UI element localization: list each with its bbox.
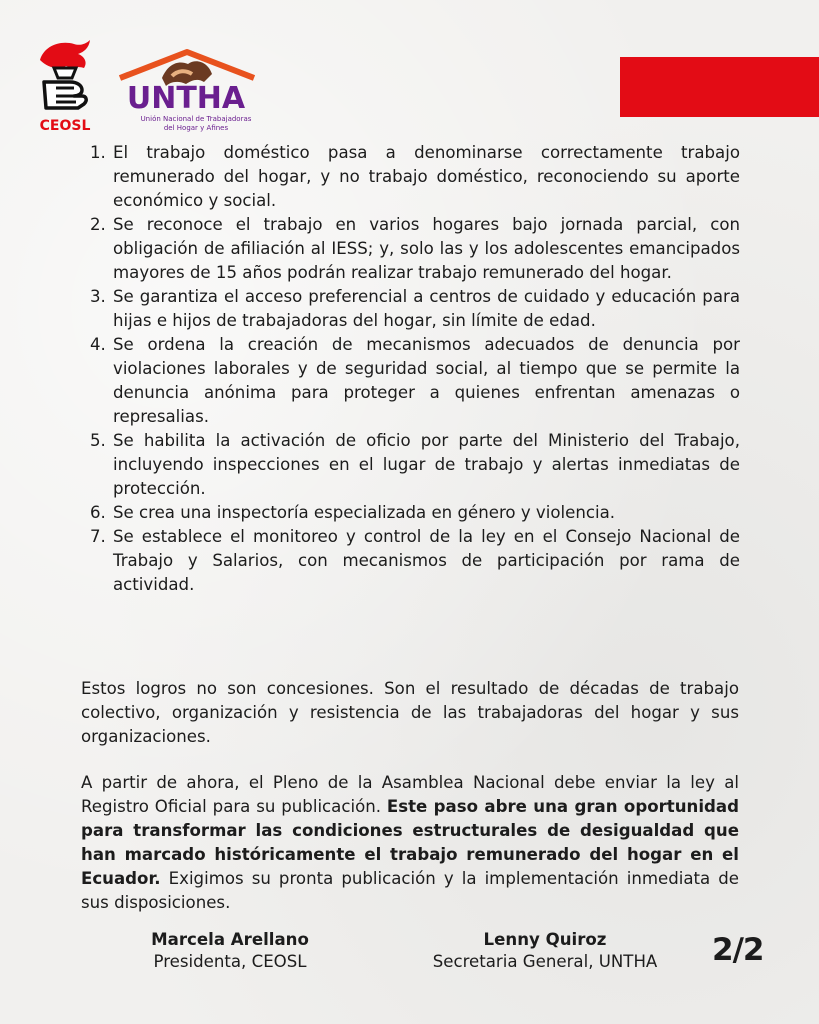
list-item-number: 2. xyxy=(90,215,106,234)
signature-role: Presidenta, CEOSL xyxy=(153,952,307,971)
list-item-number: 5. xyxy=(90,431,106,450)
list-item-number: 3. xyxy=(90,287,106,306)
list-item xyxy=(90,501,740,525)
paragraph-next-steps-part1: A partir de ahora, el Pleno de la Asamblea Nacional debe enviar la ley al Registro Oficial para su publicación. xyxy=(81,773,739,816)
signature-name: Marcela Arellano xyxy=(151,930,309,949)
list-item-text: Se habilita la activación de oficio por parte del Ministerio del Trabajo, incluyendo inspecciones en el lugar de trabajo y alertas inmediatas de protección. xyxy=(113,431,740,498)
list-item-text: Se garantiza el acceso preferencial a centros de cuidado y educación para hijas e hijos de trabajadoras del hogar, sin límite de edad. xyxy=(113,287,740,330)
page-number: 2/2 xyxy=(712,932,764,968)
signature-arellano xyxy=(120,929,340,973)
list-item xyxy=(90,213,740,285)
list-item-number: 1. xyxy=(90,143,106,162)
untha-logo-sub2: del Hogar y Afines xyxy=(163,124,229,132)
list-item-number: 4. xyxy=(90,335,106,354)
untha-logo xyxy=(116,44,258,136)
untha-logo-sub1: Unión Nacional de Trabajadoras xyxy=(140,115,252,123)
signature-quiroz xyxy=(400,929,690,973)
house-handshake-icon xyxy=(116,44,258,136)
ceosl-logo xyxy=(34,38,96,134)
paragraph-next-steps-part2: Exigimos su pronta publicación y la implementación inmediata de sus disposiciones. xyxy=(81,869,739,912)
list-item-text: Se ordena la creación de mecanismos adecuados de denuncia por violaciones laborales y de seguridad social, al tiempo que se permite la denuncia anónima para proteger a quienes enfrentan amenazas o represalias. xyxy=(113,335,740,426)
paragraph-next-steps-bold: Este paso abre una gran oportunidad para transformar las condiciones estructurales de desigualdad que han marcado históricamente el trabajo remunerado del hogar en el Ecuador. xyxy=(81,797,739,888)
paragraph-next-steps xyxy=(81,771,739,915)
paragraph-achievements: Estos logros no son concesiones. Son el resultado de décadas de trabajo colectivo, organización y resistencia de las trabajadoras del hogar y sus organizaciones. xyxy=(81,679,739,746)
list-item xyxy=(90,429,740,501)
list-item xyxy=(90,285,740,333)
list-item-text: Se reconoce el trabajo en varios hogares bajo jornada parcial, con obligación de afiliación al IESS; y, solo las y los adolescentes emancipados mayores de 15 años podrán realizar trabajo remunerado del hogar. xyxy=(113,215,740,282)
list-item xyxy=(90,141,740,213)
torch-fist-icon xyxy=(34,38,96,134)
list-item-text: Se crea una inspectoría especializada en género y violencia. xyxy=(113,503,616,522)
red-accent-bar xyxy=(620,57,819,117)
list-item-number: 6. xyxy=(90,503,106,522)
signature-role: Secretaria General, UNTHA xyxy=(432,952,658,971)
list-item-text: Se establece el monitoreo y control de la ley en el Consejo Nacional de Trabajo y Salarios, con mecanismos de participación por rama de actividad. xyxy=(113,527,740,594)
achievements-list xyxy=(90,141,740,597)
list-item-number: 7. xyxy=(90,527,106,546)
list-item xyxy=(90,525,740,597)
signature-name: Lenny Quiroz xyxy=(483,930,607,949)
list-item-text: El trabajo doméstico pasa a denominarse correctamente trabajo remunerado del hogar, y no trabajo doméstico, reconociendo su aporte económico y social. xyxy=(113,143,740,210)
ceosl-logo-text: CEOSL xyxy=(39,118,91,134)
untha-logo-text: UNTHA xyxy=(126,81,246,116)
list-item xyxy=(90,333,740,429)
